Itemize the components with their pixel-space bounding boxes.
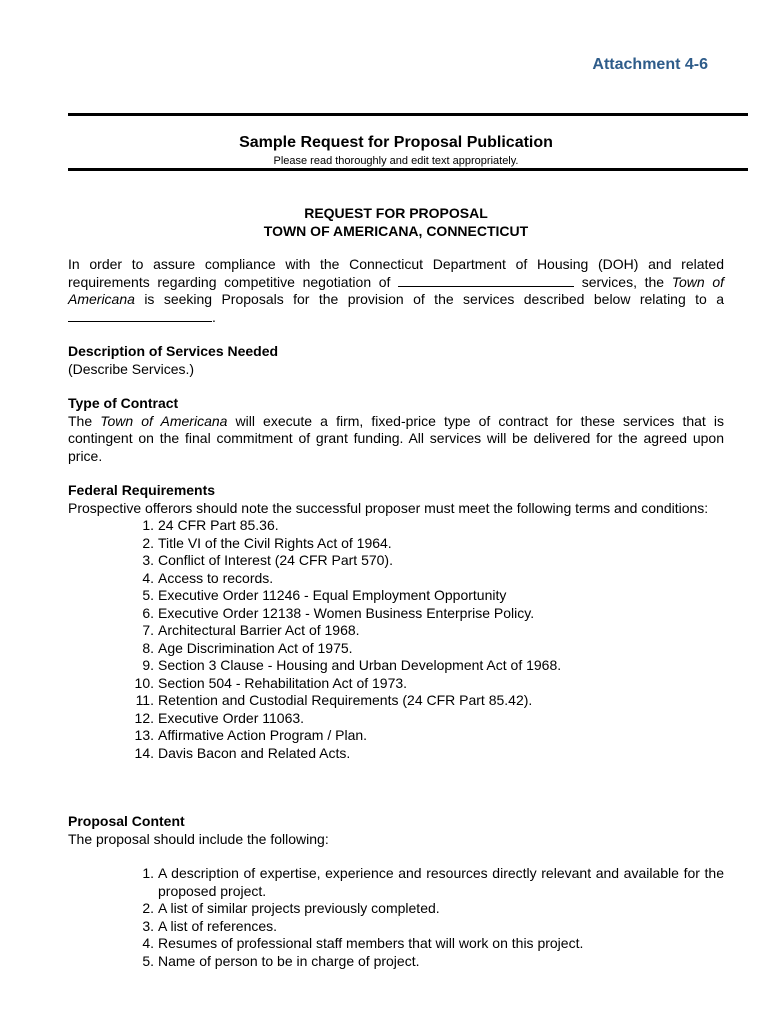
list-item-text: Davis Bacon and Related Acts.: [158, 744, 351, 761]
list-item-number: 8.: [142, 639, 154, 656]
blank-service-type: [398, 274, 574, 287]
list-item-text: Executive Order 11063.: [158, 709, 305, 726]
list-item: [68, 622, 724, 640]
list-item-text: Executive Order 12138 - Women Business Enterprise Policy.: [158, 604, 535, 621]
list-item-text: Executive Order 11246 - Equal Employment Opportunity: [158, 587, 507, 603]
intro-text-3: is seeking Proposals for the provision of the services described below relating to a: [134, 291, 724, 307]
list-item-text: A description of expertise, experience and resources directly relevant and available for the proposed project.: [158, 865, 724, 899]
list-item-text: Title VI of the Civil Rights Act of 1964.: [158, 534, 392, 551]
list-item-text: Affirmative Action Program / Plan.: [158, 727, 368, 743]
list-item-number: 4.: [142, 935, 154, 951]
contract-section: [68, 395, 724, 465]
proposal-text: The proposal should include the following:: [68, 830, 329, 847]
federal-text: Prospective offerors should note the successful proposer must meet the following terms and conditions:: [68, 499, 709, 516]
attachment-label: Attachment 4-6: [592, 56, 708, 73]
list-item-text: Architectural Barrier Act of 1968.: [158, 622, 360, 638]
federal-heading: Federal Requirements: [68, 482, 216, 498]
list-item: [68, 605, 724, 623]
proposal-content-list: [68, 865, 724, 970]
list-item: [68, 710, 724, 728]
rfp-heading-line-1: REQUEST FOR PROPOSAL: [304, 205, 488, 221]
top-rule: [68, 113, 748, 116]
list-item-number: 2.: [142, 900, 154, 916]
list-item-text: 24 CFR Part 85.36.: [158, 517, 279, 533]
list-item: [68, 953, 724, 971]
contract-text: [68, 413, 724, 466]
list-item-number: 7.: [142, 622, 154, 638]
services-heading: Description of Services Needed: [68, 343, 279, 359]
document-title: Sample Request for Proposal Publication: [239, 134, 553, 151]
list-item: [68, 935, 724, 953]
federal-section: [68, 482, 724, 762]
contract-text-post: will execute a firm, fixed-price type of contract for these services that is contingent on the final commitment of grant funding. All services will be delivered for the agreed upon price.: [68, 412, 725, 464]
rfp-heading-line-2: TOWN OF AMERICANA, CONNECTICUT: [263, 223, 529, 239]
intro-text-1: In order to assure compliance with the Connecticut Department of Housing (DOH) and related requirements regarding competitive negotiation of: [68, 256, 724, 290]
list-item-text: A list of similar projects previously completed.: [158, 900, 440, 916]
list-item-number: 14.: [134, 744, 154, 761]
list-item: [68, 640, 724, 658]
list-item: [68, 918, 724, 936]
list-item: [68, 865, 724, 900]
list-item: [68, 675, 724, 693]
list-item: [68, 657, 724, 675]
contract-text-pre: The: [68, 412, 101, 429]
list-item-text: Section 3 Clause - Housing and Urban Development Act of 1968.: [158, 657, 562, 673]
spacer: [68, 848, 724, 865]
list-item-number: 10.: [134, 674, 154, 691]
list-item-number: 12.: [134, 709, 154, 726]
list-item: [68, 727, 724, 745]
intro-town-name: Town of Americana: [68, 273, 724, 307]
list-item-number: 1.: [142, 865, 154, 881]
list-item-text: Name of person to be in charge of project.: [158, 952, 420, 969]
list-item: [68, 535, 724, 553]
list-item-number: 3.: [142, 917, 154, 934]
contract-town-name: Town of Americana: [100, 412, 228, 429]
list-item: [68, 552, 724, 570]
list-item-number: 9.: [142, 657, 154, 673]
list-item: [68, 517, 724, 535]
list-item: [68, 692, 724, 710]
rfp-heading: [68, 204, 724, 240]
list-item-text: Access to records.: [158, 569, 274, 586]
list-item: [68, 900, 724, 918]
list-item-text: Section 504 - Rehabilitation Act of 1973.: [158, 674, 408, 691]
intro-paragraph: [68, 256, 724, 326]
list-item-text: Resumes of professional staff members that will work on this project.: [158, 935, 584, 951]
intro-text-2: services, the: [574, 273, 672, 290]
list-item-number: 2.: [142, 534, 154, 551]
list-item-text: Retention and Custodial Requirements (24 CFR Part 85.42).: [158, 692, 533, 708]
list-item: [68, 745, 724, 763]
blank-project: [68, 309, 212, 322]
contract-heading: Type of Contract: [68, 395, 179, 411]
list-item-number: 5.: [142, 952, 154, 969]
proposal-heading: Proposal Content: [68, 813, 185, 829]
list-item-number: 3.: [142, 552, 154, 568]
services-text: (Describe Services.): [68, 360, 195, 377]
federal-requirements-list: [68, 517, 724, 762]
list-item-text: A list of references.: [158, 917, 278, 934]
intro-text-4: .: [212, 308, 216, 325]
list-item: [68, 570, 724, 588]
list-item-number: 11.: [135, 692, 154, 708]
list-item-number: 6.: [142, 604, 154, 621]
services-section: [68, 343, 724, 378]
list-item-number: 13.: [134, 727, 154, 743]
list-item: [68, 587, 724, 605]
bottom-rule: [68, 168, 748, 171]
list-item-number: 4.: [142, 569, 154, 586]
list-item-number: 1.: [142, 517, 154, 533]
list-item-text: Conflict of Interest (24 CFR Part 570).: [158, 552, 393, 568]
list-item-text: Age Discrimination Act of 1975.: [158, 639, 353, 656]
document-subtitle: Please read thoroughly and edit text appropriately.: [273, 155, 519, 167]
list-item-number: 5.: [142, 587, 154, 603]
proposal-section: [68, 813, 724, 970]
